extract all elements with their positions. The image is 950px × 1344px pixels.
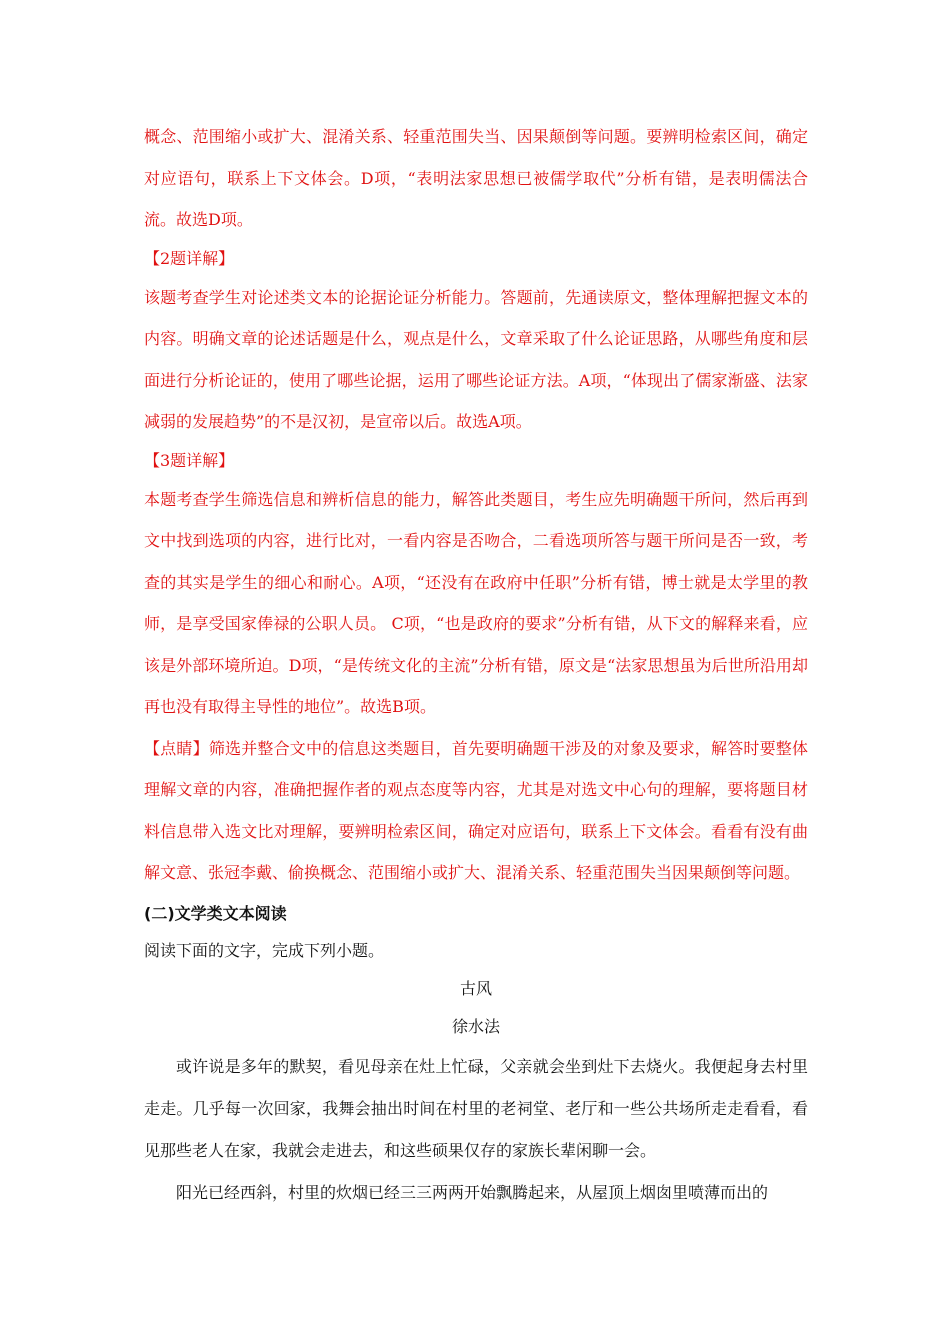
- analysis-paragraph-3: 本题考查学生筛选信息和辨析信息的能力，解答此类题目，考生应先明确题干所问，然后再到文中找到选项的内容，进行比对，一看内容是否吻合，二看选项所答与题干所问是否一致，考查的其实是学生的细心和耐心。A项，“还没有在政府中任职”分析有错，博士就是太学里的教师，是享受国家俸禄的公职人员。 C项，“也是政府的要求”分析有错，从下文的解释来看，应该是外部环境所迫。D项，“是传统文化的主流”分析有错，原文是“法家思想虽为后世所沿用却再也没有取得主导性的地位”。故选B项。: [144, 489, 808, 716]
- article-author: 徐水法: [451, 1016, 500, 1036]
- note-text: 筛选并整合文中的信息这类题目，首先要明确题干涉及的对象及要求，解答时要整体理解文章的内容，准确把握作者的观点态度等内容，尤其是对选文中心句的理解，要将题目材料信息带入选文比对理解，要辨明检索区间，确定对应语句，联系上下文体会。看看有没有曲解文意、张冠李戴、偷换概念、范围缩小或扩大、混淆关系、轻重范围失当因果颠倒等问题。: [144, 738, 808, 882]
- note-paragraph: [144, 728, 808, 894]
- article-title: 古风: [459, 978, 492, 998]
- article-paragraph-1: 或许说是多年的默契，看见母亲在灶上忙碌，父亲就会坐到灶下去烧火。我便起身去村里走走。几乎每一次回家，我舞会抽出时间在村里的老祠堂、老厅和一些公共场所走走看看，看见那些老人在家，我就会走进去，和这些硕果仅存的家族长辈闲聊一会。: [144, 1056, 808, 1160]
- section-title: (二)文学类文本阅读: [144, 903, 287, 923]
- section-instruction: 阅读下面的文字，完成下列小题。: [144, 940, 385, 960]
- note-label: 【点睛】: [144, 738, 209, 758]
- analysis-paragraph-2: 该题考查学生对论述类文本的论据论证分析能力。答题前，先通读原文，整体理解把握文本的内容。明确文章的论述话题是什么，观点是什么，文章采取了什么论证思路，从哪些角度和层面进行分析论证的，使用了哪些论据，运用了哪些论证方法。A项，“体现出了儒家渐盛、法家减弱的发展趋势”的不是汉初，是宣帝以后。故选A项。: [144, 287, 808, 431]
- article-paragraph-2: 阳光已经西斜，村里的炊烟已经三三两两开始飘腾起来，从屋顶上烟囱里喷薄而出的: [176, 1182, 769, 1202]
- question-2-heading: 【2题详解】: [144, 248, 235, 268]
- analysis-paragraph-1: 概念、范围缩小或扩大、混淆关系、轻重范围失当、因果颠倒等问题。要辨明检索区间，确定对应语句，联系上下文体会。D项，“表明法家思想已被儒学取代”分析有错，是表明儒法合流。故选D项。: [144, 127, 808, 229]
- document-page: [144, 116, 808, 1214]
- question-3-heading: 【3题详解】: [144, 450, 235, 470]
